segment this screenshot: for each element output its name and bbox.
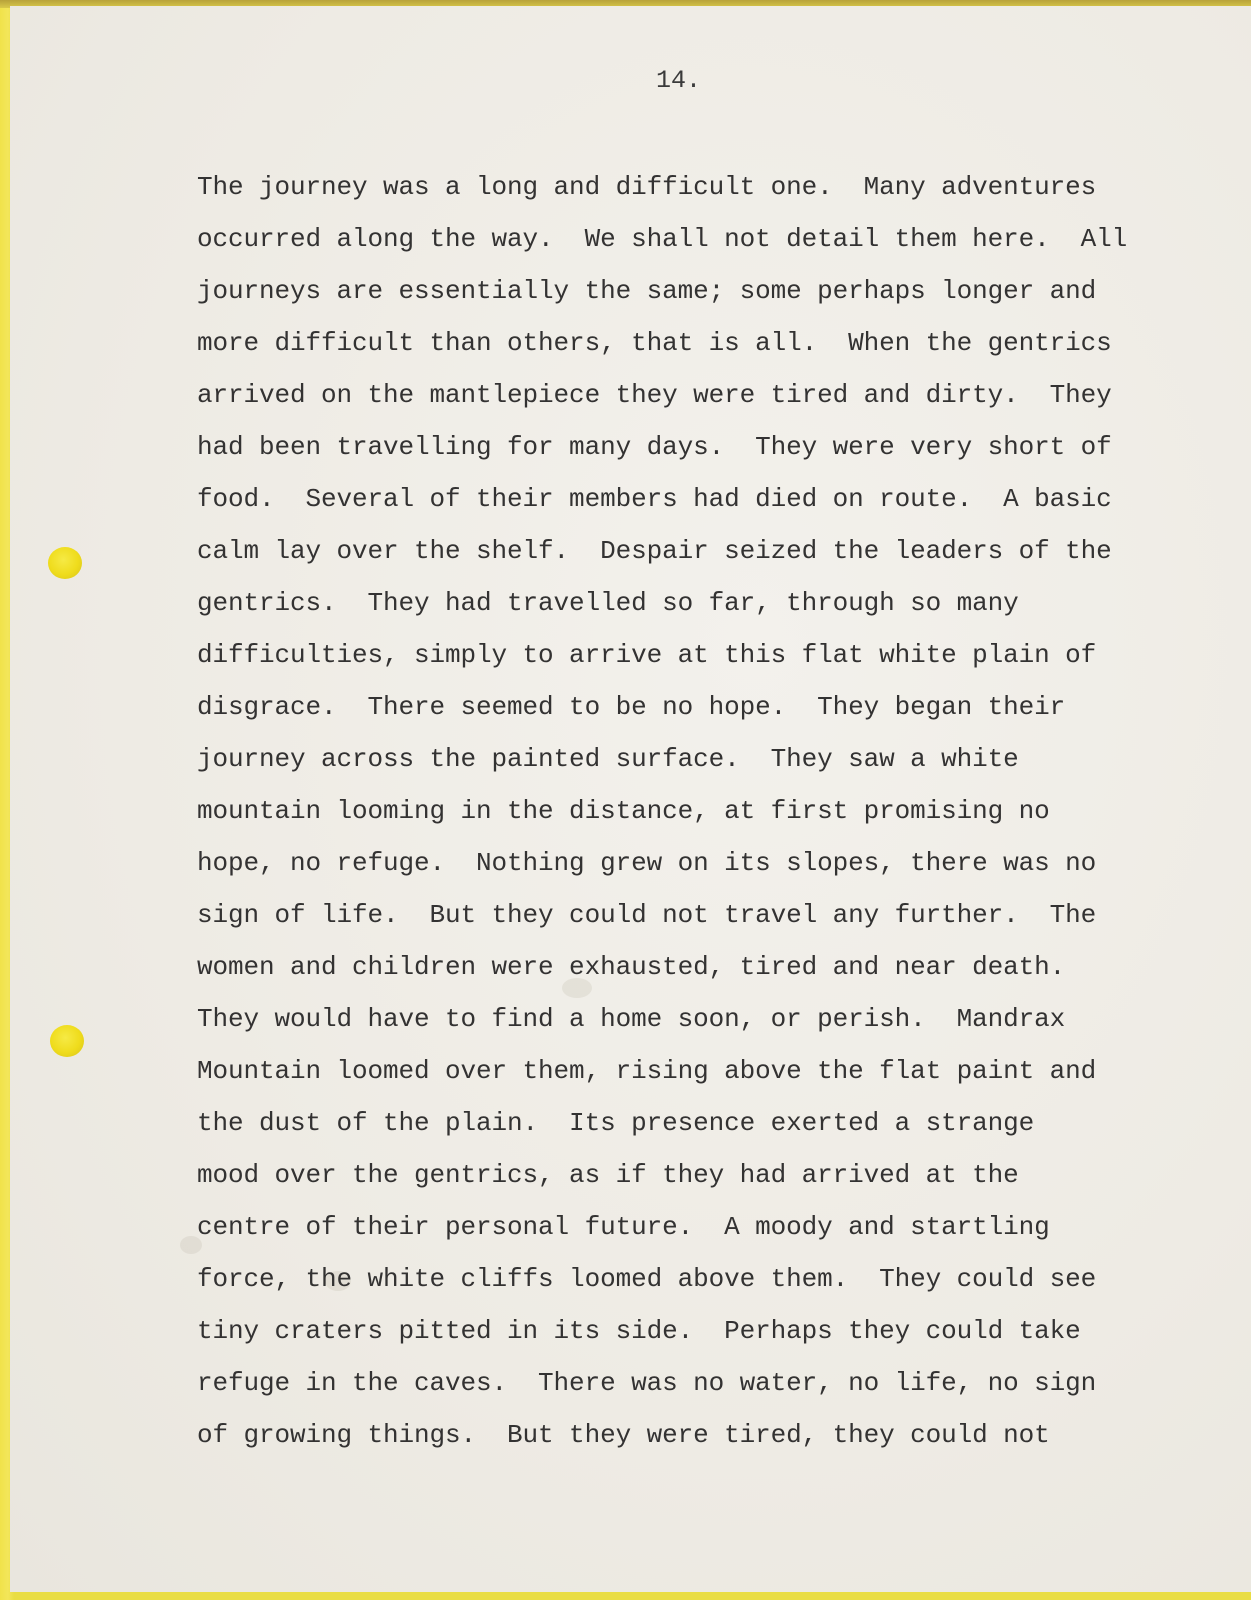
text-line: disgrace. There seemed to be no hope. They began their [197, 692, 1066, 722]
punch-hole-top [48, 547, 82, 579]
typewritten-page [10, 6, 1251, 1592]
text-line: occurred along the way. We shall not detail them here. All [197, 224, 1128, 254]
text-line: refuge in the caves. There was no water, no life, no sign [197, 1368, 1097, 1398]
text-line: calm lay over the shelf. Despair seized the leaders of the [197, 536, 1112, 566]
text-line: sign of life. But they could not travel any further. The [197, 900, 1097, 930]
text-line: gentrics. They had travelled so far, through so many [197, 588, 1019, 618]
body-paragraph [197, 161, 1197, 1461]
text-line: arrived on the mantlepiece they were tired and dirty. They [197, 380, 1112, 410]
text-line: the dust of the plain. Its presence exerted a strange [197, 1108, 1035, 1138]
text-line: food. Several of their members had died on route. A basic [197, 484, 1112, 514]
text-line: hope, no refuge. Nothing grew on its slopes, there was no [197, 848, 1097, 878]
text-line: journey across the painted surface. They saw a white [197, 744, 1019, 774]
text-line: had been travelling for many days. They were very short of [197, 432, 1112, 462]
text-line: centre of their personal future. A moody and startling [197, 1212, 1050, 1242]
text-line: mood over the gentrics, as if they had arrived at the [197, 1160, 1019, 1190]
text-line: journeys are essentially the same; some perhaps longer and [197, 276, 1097, 306]
text-line: They would have to find a home soon, or perish. Mandrax [197, 1004, 1066, 1034]
page-number: 14. [656, 66, 702, 95]
text-line: more difficult than others, that is all. When the gentrics [197, 328, 1112, 358]
text-line: mountain looming in the distance, at first promising no [197, 796, 1050, 826]
text-line: difficulties, simply to arrive at this flat white plain of [197, 640, 1097, 670]
text-line: The journey was a long and difficult one. Many adventures [197, 172, 1097, 202]
text-line: tiny craters pitted in its side. Perhaps they could take [197, 1316, 1081, 1346]
text-line: force, the white cliffs loomed above them. They could see [197, 1264, 1097, 1294]
text-line: of growing things. But they were tired, they could not [197, 1420, 1050, 1450]
punch-hole-bottom [50, 1025, 84, 1057]
text-line: Mountain loomed over them, rising above the flat paint and [197, 1056, 1097, 1086]
text-line: women and children were exhausted, tired and near death. [197, 952, 1066, 982]
